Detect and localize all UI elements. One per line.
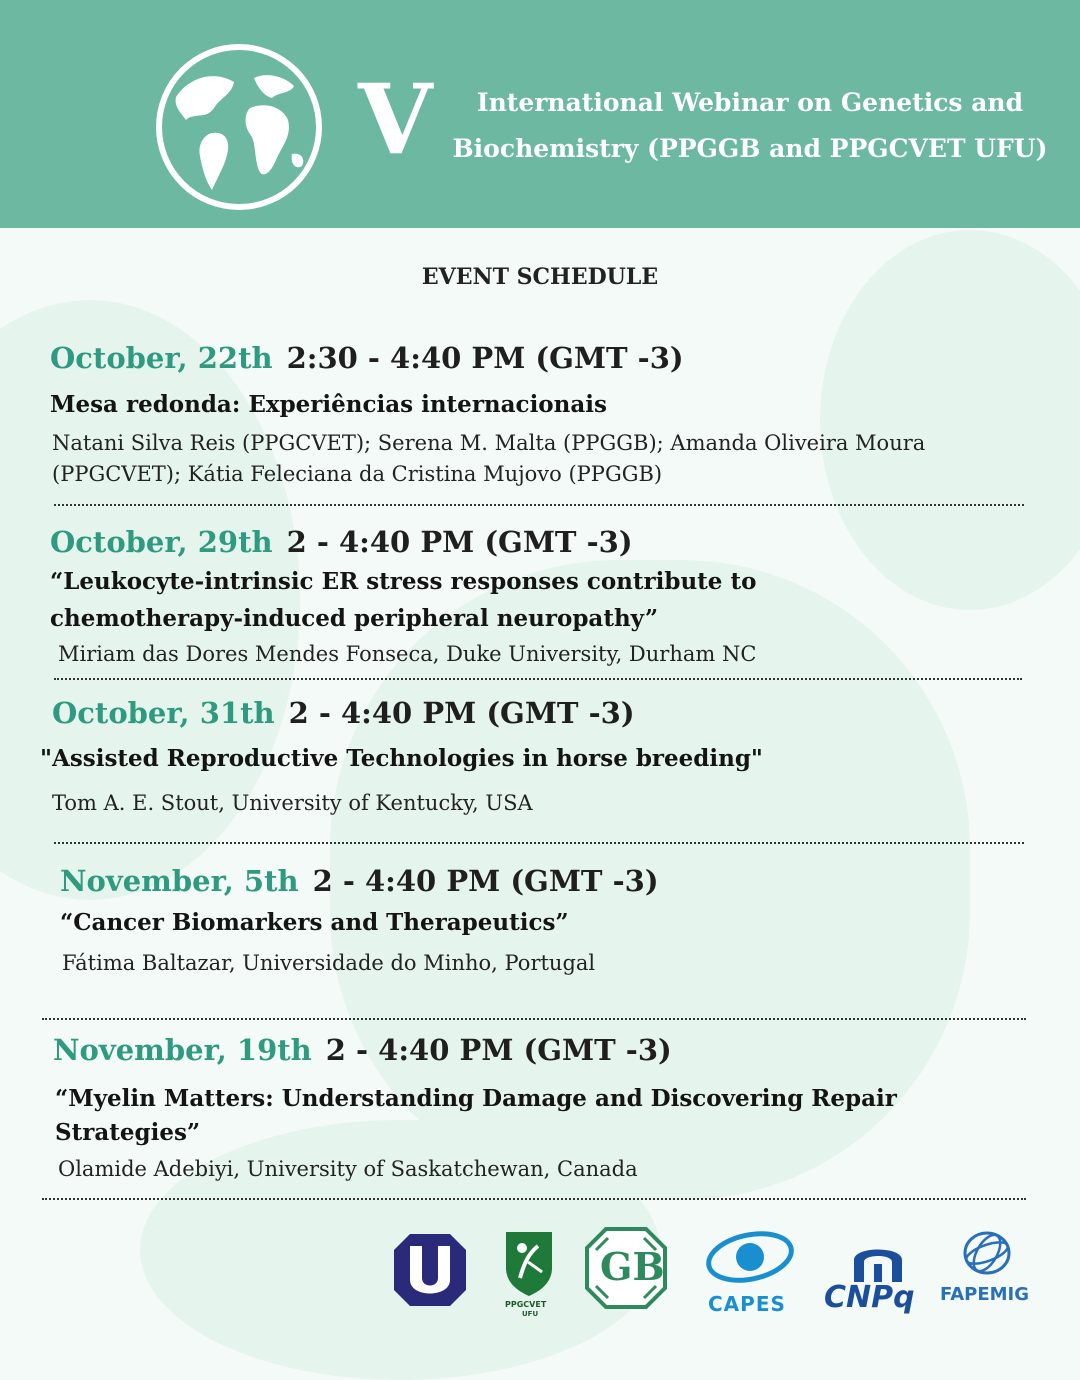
capes-logo-mark xyxy=(702,1224,798,1286)
event-date-time xyxy=(52,695,635,731)
ppgcvet-logo-text: PPGCVET xyxy=(505,1300,547,1309)
webinar-title-line2: Biochemistry (PPGGB and PPGCVET UFU) xyxy=(452,134,1048,163)
header-banner xyxy=(0,0,1080,228)
event-divider xyxy=(54,842,1024,844)
event-date-time xyxy=(50,340,684,376)
edition-numeral: V xyxy=(358,63,433,176)
event-topic: “Myelin Matters: Understanding Damage and Discovering Repair Strategies” xyxy=(55,1085,897,1146)
event-date: October, 29th xyxy=(50,525,273,559)
event-divider xyxy=(42,1198,1026,1200)
event-date: November, 5th xyxy=(60,864,299,898)
globe-icon xyxy=(154,42,324,212)
webinar-title xyxy=(440,80,1060,172)
event-time: 2:30 - 4:40 PM (GMT -3) xyxy=(286,341,684,375)
cnpq-logo-text: CNPq xyxy=(824,1280,915,1315)
event-speakers: Fátima Baltazar, Universidade do Minho, Portugal xyxy=(62,951,596,975)
event-divider xyxy=(54,504,1024,506)
gb-logo-text: GB xyxy=(600,1244,665,1289)
event-date-time xyxy=(50,524,633,560)
event-divider xyxy=(42,1018,1026,1020)
capes-logo-text: CAPES xyxy=(708,1292,786,1316)
ppgcvet-logo-subtext: UFU xyxy=(522,1310,539,1318)
ufu-logo xyxy=(392,1232,468,1308)
event-date: November, 19th xyxy=(53,1033,312,1067)
event-time: 2 - 4:40 PM (GMT -3) xyxy=(286,525,633,559)
event-time: 2 - 4:40 PM (GMT -3) xyxy=(288,696,635,730)
sponsor-logos xyxy=(380,1222,1050,1322)
event-topic: “Leukocyte-intrinsic ER stress responses contribute to chemotherapy-induced peripheral neuropathy” xyxy=(50,568,757,632)
event-topic: Mesa redonda: Experiências internacionais xyxy=(50,391,607,418)
event-topic: "Assisted Reproductive Technologies in horse breeding" xyxy=(40,745,763,772)
event-speakers: Miriam das Dores Mendes Fonseca, Duke University, Durham NC xyxy=(58,642,757,666)
fapemig-logo-mark xyxy=(960,1228,1014,1278)
event-speakers: Natani Silva Reis (PPGCVET); Serena M. Malta (PPGGB); Amanda Oliveira Moura (PPGCVET); Kátia Feleciana da Cristina Mujovo (PPGGB) xyxy=(52,431,926,486)
event-date-time xyxy=(60,863,659,899)
cnpq-logo-mark xyxy=(848,1238,908,1284)
event-time: 2 - 4:40 PM (GMT -3) xyxy=(312,864,659,898)
event-date: October, 22th xyxy=(50,341,273,375)
event-speakers: Olamide Adebiyi, University of Saskatchewan, Canada xyxy=(58,1157,638,1181)
event-date-time xyxy=(53,1032,672,1068)
event-divider xyxy=(54,678,1022,680)
event-date: October, 31th xyxy=(52,696,275,730)
event-topic: “Cancer Biomarkers and Therapeutics” xyxy=(60,909,569,936)
event-speakers: Tom A. E. Stout, University of Kentucky, USA xyxy=(52,791,533,815)
fapemig-logo-text: FAPEMIG xyxy=(940,1284,1030,1305)
schedule-title: EVENT SCHEDULE xyxy=(421,264,659,290)
webinar-title-line1: International Webinar on Genetics and xyxy=(476,88,1024,117)
event-time: 2 - 4:40 PM (GMT -3) xyxy=(325,1033,672,1067)
ppgcvet-logo xyxy=(498,1228,560,1298)
